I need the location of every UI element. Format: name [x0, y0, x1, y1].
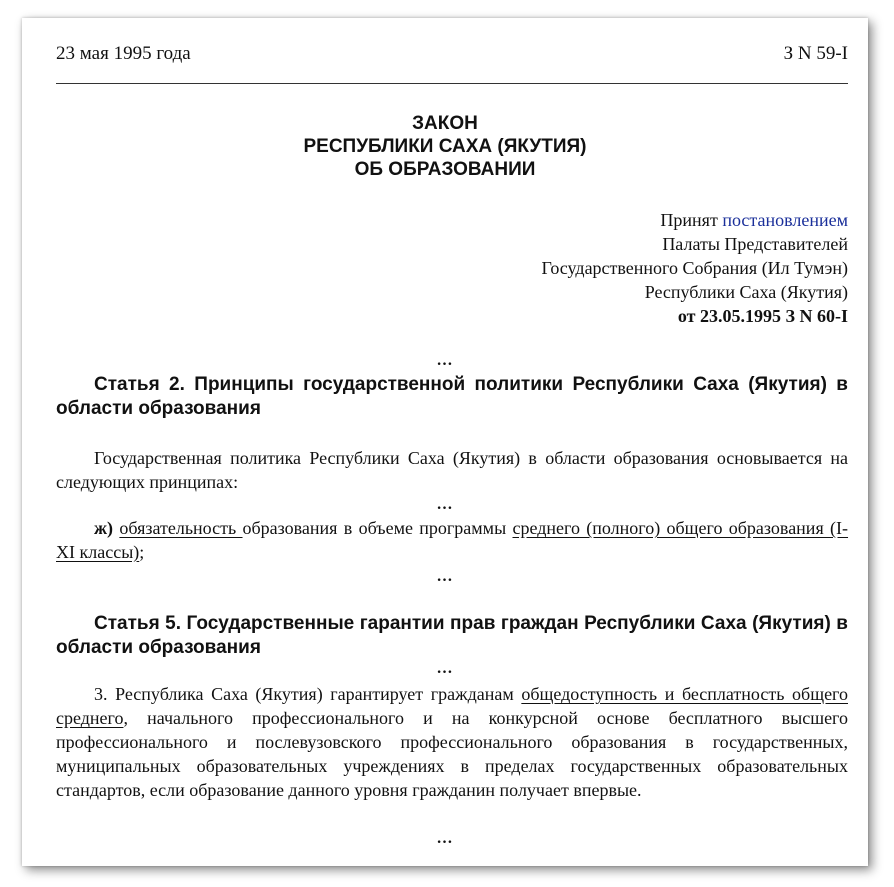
p-underlined: общедоступность и бесплатность общего среднего	[56, 684, 848, 728]
p-start: 3. Республика Саха (Якутия) гарантирует гражданам	[94, 684, 522, 704]
article-5-heading: Статья 5. Государственные гарантии прав граждан Республики Саха (Якутия) в области образования	[56, 613, 848, 658]
ellipsis-3: …	[436, 568, 454, 585]
adopted-line-3: Государственного Собрания (Ил Тумэн)	[541, 258, 848, 278]
document-page	[22, 18, 868, 866]
item-underlined-1: обязательность	[119, 518, 243, 538]
ellipsis-5: …	[436, 830, 454, 847]
title-line-3: ОБ ОБРАЗОВАНИИ	[354, 159, 536, 180]
ellipsis-2: …	[436, 496, 454, 513]
item-end: ;	[139, 542, 145, 562]
item-middle: образования в объеме программы	[242, 518, 513, 538]
article-2-item-zh	[56, 516, 848, 564]
ellipsis-1: …	[436, 352, 454, 369]
adopted-line-2: Палаты Представителей	[662, 234, 848, 254]
article-5-paragraph-3	[56, 682, 848, 802]
adopted-prefix: Принят	[660, 210, 723, 230]
title-line-1: ЗАКОН	[412, 113, 478, 134]
document-title	[22, 112, 868, 181]
resolution-link[interactable]: постановлением	[722, 210, 848, 230]
adoption-block	[542, 208, 848, 328]
adopted-line-5: от 23.05.1995 З N 60-I	[677, 306, 848, 326]
ellipsis-4: …	[436, 660, 454, 677]
item-label: ж)	[94, 518, 114, 538]
document-header	[56, 43, 848, 65]
header-rule	[56, 83, 848, 84]
adopted-line-4: Республики Саха (Якутия)	[644, 282, 848, 302]
article-2-heading: Статья 2. Принципы государственной политики Республики Саха (Якутия) в области образования	[56, 374, 848, 419]
law-date: 23 мая 1995 года	[56, 43, 191, 64]
p-end: , начального профессионального и на конкурсной основе бесплатного высшего профессионального и послевузовского профессионального образования в государственных, муниципальных образовательных учреждениях в пределах государственных образовательных стандартов, если образование данного уровня гражданин получает впервые.	[56, 708, 848, 800]
law-number: З N 59-I	[783, 43, 848, 64]
title-line-2: РЕСПУБЛИКИ САХА (ЯКУТИЯ)	[303, 136, 587, 157]
item-underlined-2: среднего (полного) общего образования (I-XI классы)	[56, 518, 849, 562]
article-2-intro: Государственная политика Республики Саха (Якутия) в области образования основывается на следующих принципах:	[56, 448, 848, 492]
